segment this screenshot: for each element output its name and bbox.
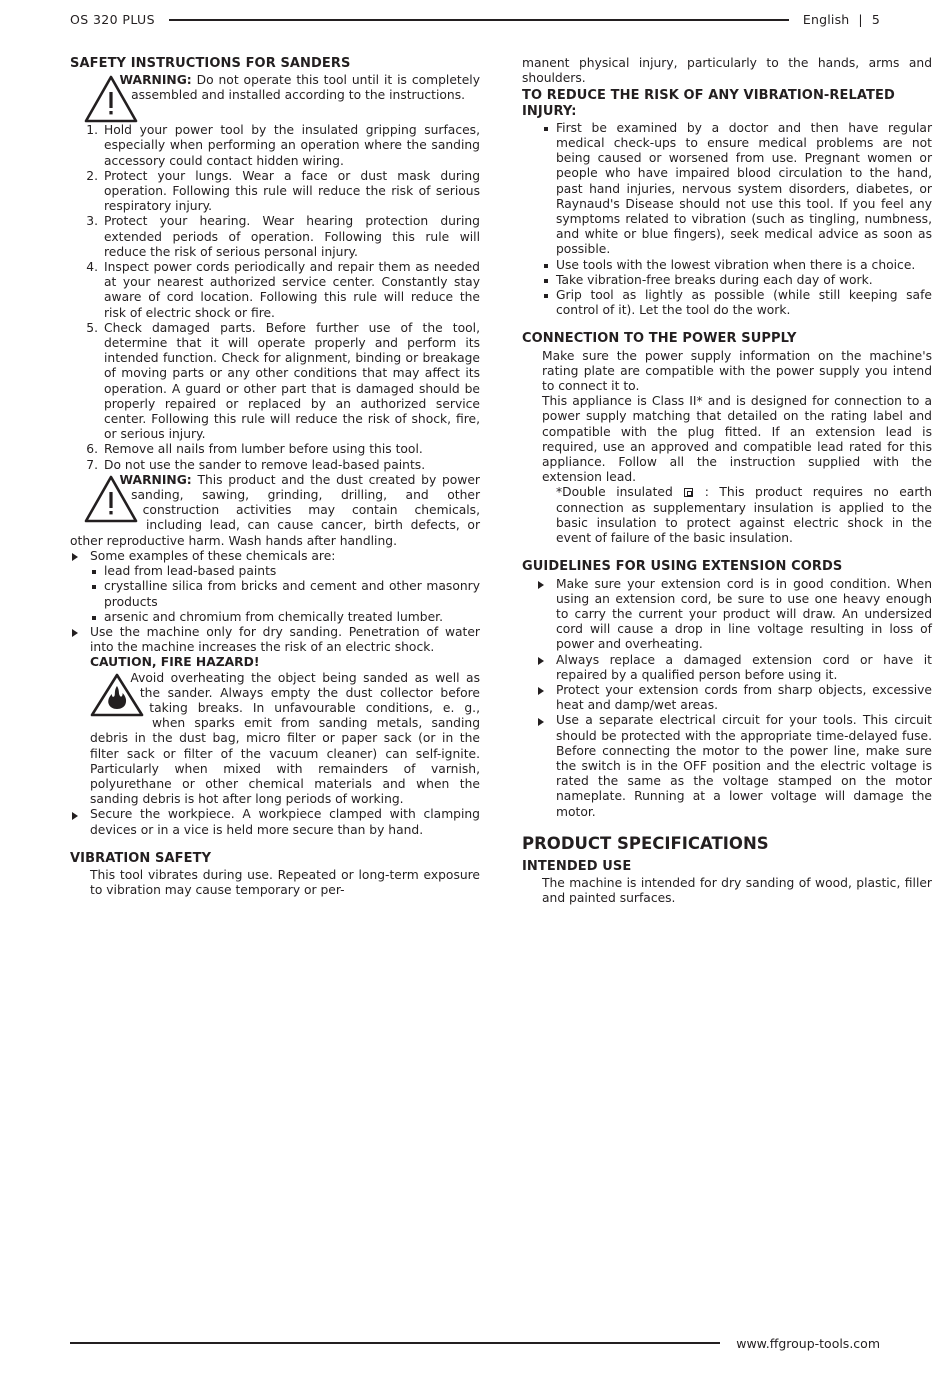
list-item xyxy=(70,214,480,260)
list-item xyxy=(70,169,480,215)
reduce-risk-heading: TO REDUCE THE RISK OF ANY VIBRATION-RELATED INJURY: xyxy=(522,88,895,119)
list-item-number: 2. xyxy=(86,168,98,183)
list-item-text: Use a separate electrical circuit for your tools. This circuit should be protected with the appropriate time-delayed fuse. Before connecting the motor to the power line, make sure the switch is in the OFF position and the electric voltage is rated the same as the voltage stamped on the motor nameplate. Running at a lower voltage will damage the motor. xyxy=(556,713,932,819)
caution-fire-hazard-block xyxy=(90,655,480,807)
double-insulation-symbol-icon xyxy=(684,488,693,497)
header-language: English xyxy=(802,11,850,27)
list-item-number: 3. xyxy=(86,214,98,229)
caution-label-line xyxy=(90,655,480,670)
list-item xyxy=(70,579,480,609)
list-item xyxy=(70,123,480,169)
list-item-text: Use tools with the lowest vibration when there is a choice. xyxy=(556,257,916,272)
caution-label: CAUTION, FIRE HAZARD! xyxy=(90,655,260,670)
left-column xyxy=(70,56,480,898)
warning-block-1 xyxy=(70,73,480,123)
list-item-number: 1. xyxy=(86,123,98,138)
header-separator: | xyxy=(858,11,863,27)
list-item xyxy=(522,713,932,819)
list-item xyxy=(70,260,480,321)
numbered-safety-list xyxy=(70,123,480,473)
list-item xyxy=(522,683,932,713)
warning-1-label: WARNING: xyxy=(119,73,192,88)
double-insulated-pre: *Double insulated xyxy=(556,485,684,500)
double-insulated-post: : This product requires no earth connection as supplementary insulation is applied to the basic insulation to protect against electric shock in the event of failure of the basic insulation. xyxy=(556,485,932,546)
warning-1-text xyxy=(70,73,480,103)
list-item-text: Some examples of these chemicals are: xyxy=(90,548,336,563)
right-column xyxy=(522,56,932,907)
list-item xyxy=(70,442,480,457)
page-footer xyxy=(70,1332,880,1354)
list-item-text: Check damaged parts. Before further use of the tool, determine that it will operate properly and perform its intended function. Check for alignment, binding or breakage of moving parts or any other conditions that may affect its operation. A guard or other part that is damaged should be properly repaired or replaced by an authorized service center. Following this rule will reduce the risk of shock, fire, or serious injury. xyxy=(104,320,480,442)
warning-2-label: WARNING: xyxy=(119,472,192,487)
list-item-text: Remove all nails from lumber before using this tool. xyxy=(104,442,423,457)
list-item xyxy=(522,577,932,653)
list-item xyxy=(70,625,480,655)
list-item-number: 7. xyxy=(86,457,98,472)
list-item xyxy=(70,321,480,443)
list-item xyxy=(70,610,480,625)
caution-text: Avoid overheating the object being sanded as well as the sander. Always empty the dust collector before taking breaks. In unfavourable conditions, e. g., when sparks emit from sanding metals, sanding debris in the dust bag, micro filter or paper sack (or in the filter sack or filter of the vacuum cleaner) can self-ignite. Particularly when mixed with remainders of varnish, polyurethane or other chemical materials and when the sanding debris is hot after long periods of working. xyxy=(90,670,480,807)
list-item xyxy=(70,564,480,579)
list-item-text: Use the machine only for dry sanding. Penetration of water into the machine increases the risk of an electric shock. xyxy=(90,624,480,655)
safety-instructions-heading: SAFETY INSTRUCTIONS FOR SANDERS xyxy=(70,56,351,71)
list-item xyxy=(522,653,932,683)
header-page-number: 5 xyxy=(871,11,880,27)
page-header xyxy=(70,6,880,32)
list-item-text: Grip tool as lightly as possible (while still keeping safe control of it). Let the tool do the work. xyxy=(556,288,932,318)
header-rule xyxy=(169,19,789,21)
vibration-continuation-text: manent physical injury, particularly to the hands, arms and shoulders. xyxy=(522,56,932,86)
header-page-info xyxy=(803,12,880,27)
list-item-text: Protect your extension cords from sharp objects, excessive heat and damp/wet areas. xyxy=(556,682,932,713)
footer-website: www.ffgroup-tools.com xyxy=(736,1335,880,1351)
header-model-name: OS 320 PLUS xyxy=(70,11,155,27)
vibration-safety-text: This tool vibrates during use. Repeated or long-term exposure to vibration may cause temporary or per- xyxy=(90,867,480,898)
warning-1-body: Do not operate this tool until it is completely assembled and installed according to the instructions. xyxy=(131,73,480,103)
intended-use-heading: INTENDED USE xyxy=(522,858,632,874)
power-supply-heading: CONNECTION TO THE POWER SUPPLY xyxy=(522,331,797,347)
power-supply-paragraph-1: Make sure the power supply information on the machine's rating plate are compatible with the power supply you intend to connect it to. xyxy=(542,348,932,394)
list-item xyxy=(522,273,932,288)
double-insulated-note xyxy=(556,485,932,546)
list-item-number: 5. xyxy=(86,320,98,335)
list-item-text: Take vibration-free breaks during each day of work. xyxy=(556,272,873,287)
chemical-examples-list xyxy=(70,564,480,625)
list-item-text: First be examined by a doctor and then have regular medical check-ups to ensure medical problems are not being caused or worsened from use. Pregnant women or people who have impaired blood circulation to the hand, past hand injuries, nervous system disorders, diabetes, or Raynaud's Disease should not use this tool. If you feel any symptoms related to vibration (such as tingling, numbness, and white or blue fingers), seek medical advice as soon as possible. xyxy=(556,120,932,257)
vibration-safety-heading: VIBRATION SAFETY xyxy=(70,850,212,866)
extension-cords-list xyxy=(522,577,932,820)
list-item xyxy=(70,549,480,564)
footer-rule xyxy=(70,1342,720,1344)
list-item xyxy=(70,458,480,473)
reduce-risk-list xyxy=(522,121,932,319)
list-item-text: Protect your hearing. Wear hearing protection during extended periods of operation. Following this rule will reduce the risk of serious personal injury. xyxy=(104,214,480,259)
list-item xyxy=(522,258,932,273)
list-item-text: lead from lead-based paints xyxy=(104,564,277,579)
chemical-examples-intro-list xyxy=(70,549,480,564)
warning-2-body: This product and the dust created by power sanding, sawing, grinding, drilling, and other construction activities may contain chemicals, including lead, can cause cancer, birth defects, or other reproductive harm. Wash hands after handling. xyxy=(70,472,480,548)
intended-use-text: The machine is intended for dry sanding of wood, plastic, filler and painted surfaces. xyxy=(542,876,932,906)
list-item-number: 6. xyxy=(86,442,98,457)
dry-sanding-list xyxy=(70,625,480,655)
warning-block-2 xyxy=(70,473,480,549)
list-item-text: crystalline silica from bricks and cement and other masonry products xyxy=(104,579,480,609)
list-item-text: Inspect power cords periodically and repair them as needed at your nearest authorized service center. Constantly stay aware of cord location. Following this rule will reduce the risk of electric shock or fire. xyxy=(104,260,480,320)
power-supply-paragraph-2: This appliance is Class II* and is designed for connection to a power supply matching that detailed on the rating label and compatible with the plug fitted. If an extension lead is required, use an approved and compatible lead rated for this appliance. Follow all the instruction supplied with the extension lead. xyxy=(542,394,932,485)
list-item xyxy=(70,807,480,837)
extension-cords-heading: GUIDELINES FOR USING EXTENSION CORDS xyxy=(522,559,843,575)
list-item-text: arsenic and chromium from chemically treated lumber. xyxy=(104,609,443,624)
list-item xyxy=(522,288,932,318)
list-item xyxy=(522,121,932,258)
product-specifications-heading: PRODUCT SPECIFICATIONS xyxy=(522,833,769,853)
list-item-number: 4. xyxy=(86,260,98,275)
list-item-text: Make sure your extension cord is in good condition. When using an extension cord, be sure to use one heavy enough to carry the current your product will draw. An undersized cord will cause a drop in line voltage resulting in loss of power and overheating. xyxy=(556,576,932,652)
list-item-text: Protect your lungs. Wear a face or dust mask during operation. Following this rule will reduce the risk of serious respiratory injury. xyxy=(104,168,480,214)
secure-workpiece-list xyxy=(70,807,480,837)
list-item-text: Secure the workpiece. A workpiece clamped with clamping devices or in a vice is held more secure than by hand. xyxy=(90,807,480,837)
list-item-text: Do not use the sander to remove lead-based paints. xyxy=(104,457,426,472)
list-item-text: Always replace a damaged extension cord or have it repaired by a qualified person before using it. xyxy=(556,652,932,682)
list-item-text: Hold your power tool by the insulated gripping surfaces, especially when performing an operation where the sanding accessory could contact hidden wiring. xyxy=(104,123,480,168)
